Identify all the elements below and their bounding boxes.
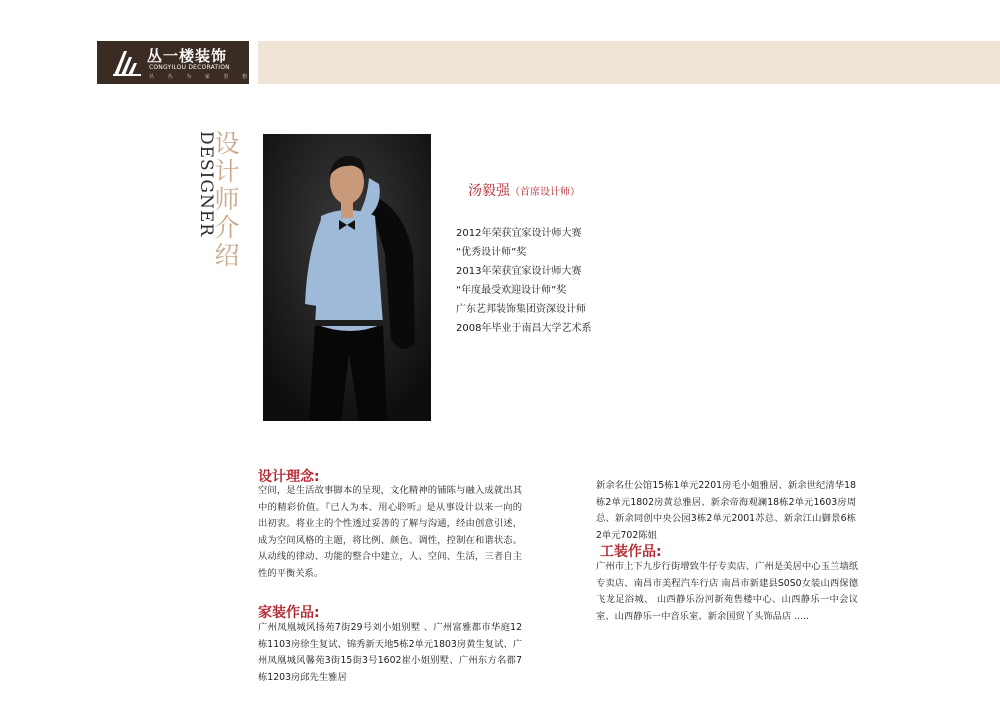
award-line: “年度最受欢迎设计师”奖 — [456, 285, 567, 296]
award-line: 广东艺邦装饰集团资深设计师 — [456, 304, 586, 315]
commercial-works-heading: 工装作品: — [600, 544, 662, 560]
home-works-text-continued: 新余名仕公馆15栋1单元2201房毛小姐雅居、新余世纪清华18栋2单元1802房黄总雅居、新余帝海观澜18栋2单元1603房周总、新余同创中央公园3栋2单元2001苏总、新余江山御景6栋2单元702陈姐 — [596, 480, 856, 541]
section-title-cn: 设计师介绍 — [211, 130, 240, 270]
logo-mark-icon — [111, 47, 143, 77]
award-line: 2013年荣获宜家设计师大赛 — [456, 266, 582, 277]
brand-name-en: CONGYILOU DECORATION — [149, 64, 230, 71]
awards-list — [456, 224, 591, 338]
designer-portrait-icon — [263, 134, 431, 421]
designer-name-line — [468, 180, 580, 200]
designer-title: （首席设计师） — [510, 187, 580, 198]
section-title-en: DESIGNER — [196, 131, 216, 238]
brand-slogan: 丛 丛 为 家 着 想 — [149, 74, 253, 80]
award-line: 2012年荣获宜家设计师大赛 — [456, 228, 582, 239]
brand-logo — [97, 41, 253, 84]
header-bar — [258, 41, 1000, 84]
commercial-works-text: 广州市上下九步行街增致牛仔专卖店、广州是美居中心玉兰墙纸专卖店、南昌市美程汽车行店 南昌市新建县S0S0女装山西保德飞龙足浴城、 山西静乐汾河新苑售楼中心、山西静乐一中会议室、山西静乐一中音乐室、新余国贸丫头饰品店 ..... — [596, 561, 858, 622]
award-line: “优秀设计师”奖 — [456, 247, 527, 258]
award-line: 2008年毕业于南昌大学艺术系 — [456, 323, 592, 334]
philosophy-heading: 设计理念: — [258, 469, 320, 485]
philosophy-text: 空间，是生活故事脚本的呈现，文化精神的铺陈与融入成就出其中的精彩价值。『已人为本、用心聆听』是从事设计以来一向的出初衷。将业主的个性透过妥善的了解与沟通，经由创意引述，成为空间风格的主题，将比例、颜色、调性，控制在和谐状态。从动线的律动、功能的整合中建立，人、空间、生活，三者自主性的平衡关系。 — [258, 485, 522, 579]
designer-name: 汤毅强 — [468, 183, 510, 199]
home-works-text: 广州凤凰城风扬苑7街29号刘小姐别墅 、广州富雅都市华庭12栋1103房徐生复试、锦秀新天地5栋2单元1803房黄生复试、广州凤凰城风馨苑3街15街3号1602崔小姐别墅、广州东方名都7栋1203房邱先生雅居 — [258, 622, 522, 683]
brand-name-cn: 丛一楼装饰 — [147, 47, 228, 65]
designer-photo — [263, 134, 431, 421]
home-works-heading: 家装作品: — [258, 605, 320, 621]
